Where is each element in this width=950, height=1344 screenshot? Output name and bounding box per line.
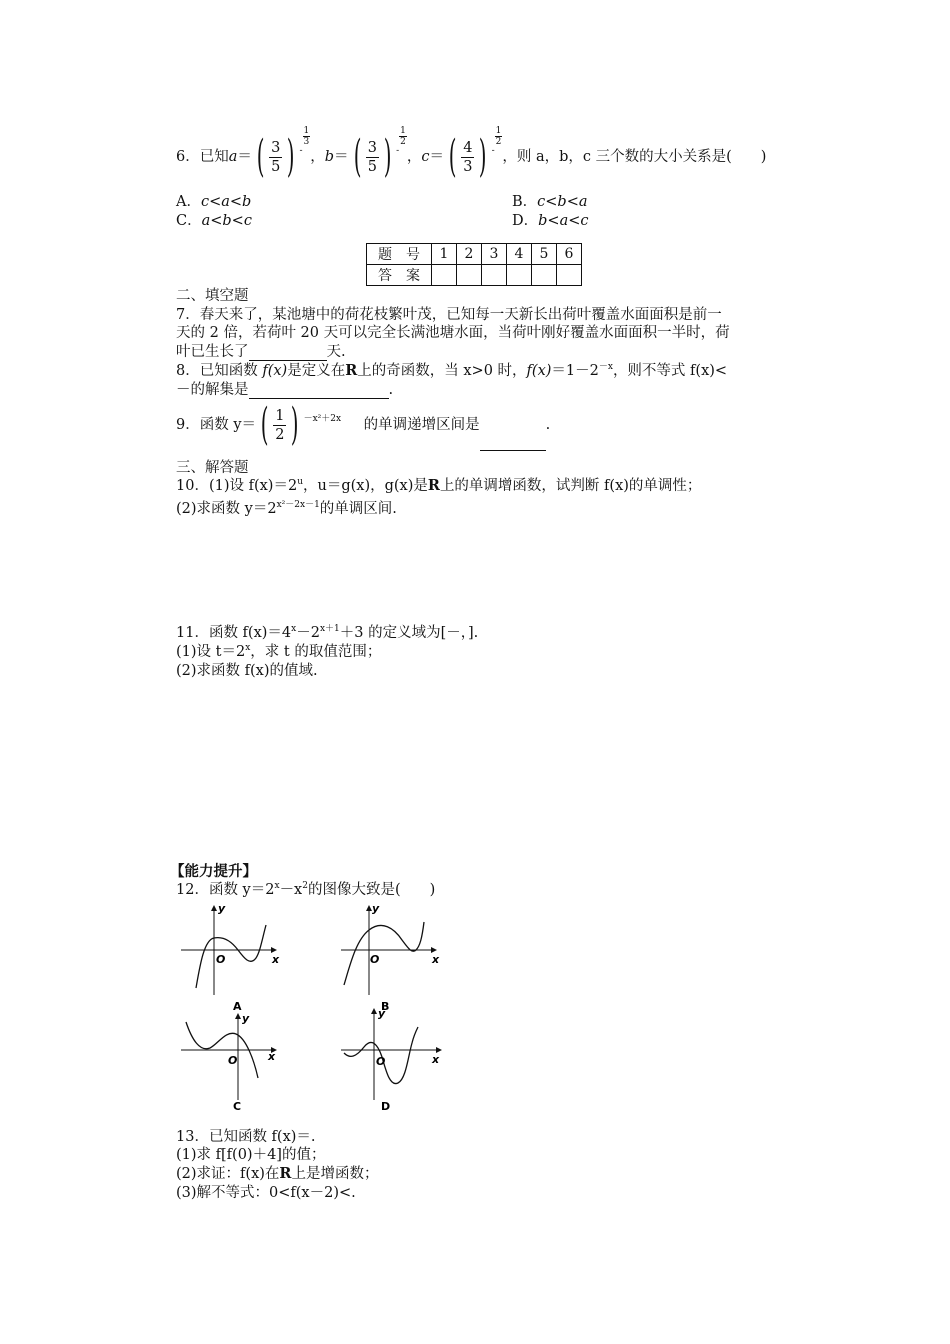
q13-line4: (3)解不等式：0<f(x－2)<. — [176, 1185, 356, 1201]
q7-line1: 7．春天来了，某池塘中的荷花枝繁叶茂，已知每一天新长出荷叶覆盖水面面积是前一 — [176, 307, 722, 323]
q6-tail: ，则 a，b，c 三个数的大小关系是( ) — [502, 149, 767, 165]
graph-b-y-label: y — [372, 902, 380, 915]
answer-table-num: 1 — [432, 244, 457, 265]
q9-frac-den: 2 — [275, 426, 285, 443]
section-solve: 三、解答题 — [176, 460, 249, 476]
q6-option-d-text: b<a<c — [538, 213, 589, 229]
q6-number: 6． — [176, 149, 200, 165]
graph-b-x-label: x — [432, 953, 440, 966]
q9-rparen: ) — [291, 399, 299, 450]
q6-comma-2: ， — [406, 149, 422, 165]
q13-line2: (1)求 f[f(0)＋4]的值； — [176, 1147, 326, 1163]
q6-b-lparen: ( — [353, 131, 361, 182]
q11-exp1: x — [291, 624, 297, 634]
q7-line2: 天的 2 倍，若荷叶 20 天可以完全长满池塘水面，当荷叶刚好覆盖水面面积一半时，荷 — [176, 325, 730, 341]
q6-eq-b: ＝ — [334, 149, 349, 165]
answer-cell[interactable] — [457, 265, 482, 286]
q12-exp2: 2 — [302, 881, 308, 891]
q13-r-set: R — [279, 1165, 292, 1182]
q6-c-frac — [461, 139, 474, 176]
q6-b-den: 5 — [367, 158, 377, 175]
q8-text-a: 8．已知函数 — [176, 363, 263, 379]
q6-b-exp-sign: - — [396, 146, 400, 156]
graph-d[interactable] — [336, 1005, 451, 1115]
q10-r-set: R — [427, 477, 440, 494]
graph-b[interactable] — [336, 900, 446, 1020]
graph-d-x-label: x — [432, 1053, 440, 1066]
q6-option-b — [512, 190, 588, 211]
q6-c-var: c — [421, 149, 430, 165]
q9-frac — [273, 407, 286, 444]
q9-exp: －x²＋2x — [303, 414, 342, 424]
q6-pre: 已知 — [199, 149, 229, 165]
q11-text-c: ＋3 的定义域为[－，]. — [339, 625, 479, 641]
q6-a-frac — [269, 139, 282, 176]
q6-a-exp-sign: - — [299, 146, 303, 156]
q6-b-exp-num: 1 — [400, 126, 406, 136]
q6-b-exp-frac — [399, 126, 407, 147]
q13-line3-b: 上是增函数； — [291, 1166, 379, 1182]
q9-lparen: ( — [260, 399, 269, 450]
answer-cell[interactable] — [532, 265, 557, 286]
q6-b-exp — [396, 126, 407, 176]
graph-c-x-label: x — [268, 1050, 276, 1063]
q11-line2-a: (1)设 t＝2 — [176, 644, 246, 660]
q6-option-d — [512, 209, 589, 230]
q9-post: . — [545, 417, 551, 433]
graph-b-curve — [344, 922, 424, 985]
graph-d-y-label: y — [378, 1007, 386, 1020]
graph-a-y-label: y — [218, 902, 226, 915]
q11-exp3: x — [245, 643, 251, 653]
q12-text-c: 的图像大致是( ) — [307, 882, 436, 898]
q8-fx: f(x) — [262, 363, 288, 379]
q12-line — [176, 878, 435, 899]
q10-text-b: ，u＝g(x)，g(x)是 — [302, 478, 428, 494]
answer-table — [366, 243, 582, 286]
answer-table-num: 3 — [482, 244, 507, 265]
q8-line2-pre: －的解集是 — [176, 382, 249, 398]
graph-a-curve — [196, 925, 266, 988]
q6-a-exp-num: 1 — [303, 126, 310, 136]
q6-c-exp-frac — [495, 126, 503, 147]
q6-b-num: 3 — [367, 139, 377, 156]
q8-text-d: ＝1－2 — [551, 363, 599, 379]
graph-c-label: C — [233, 1100, 242, 1113]
q6-option-d-letter: D． — [512, 213, 539, 229]
q6-c-exp-den: 2 — [495, 137, 502, 147]
q11-line2 — [176, 640, 381, 661]
answer-table-num: 2 — [457, 244, 482, 265]
q6-b-rparen: ) — [383, 131, 392, 182]
graph-b-label: B — [381, 1000, 390, 1013]
q8-text-c: 上的奇函数，当 x>0 时， — [357, 363, 527, 379]
q6-eq-a: ＝ — [237, 149, 252, 165]
q6-a-lparen: ( — [256, 131, 265, 182]
q11-line2-b: ，求 t 的取值范围； — [250, 644, 382, 660]
q6-c-exp — [492, 126, 503, 176]
q11-exp2: x＋1 — [319, 624, 340, 634]
graph-d-label: D — [381, 1100, 391, 1113]
graph-d-origin: O — [376, 1055, 386, 1068]
q6-c-lparen: ( — [448, 131, 457, 182]
q8-fx-2: f(x) — [526, 363, 552, 379]
answer-table-label-answer: 答 案 — [367, 265, 432, 286]
q8-exp: －x — [598, 362, 613, 372]
q9-answer-blank[interactable] — [480, 400, 546, 451]
q6-a-var: a — [228, 149, 238, 165]
q11-text-a: 11．函数 f(x)＝4 — [176, 625, 292, 641]
q10-line1 — [176, 474, 701, 495]
answer-table-header-row — [367, 244, 582, 265]
q6-c-num: 4 — [463, 139, 473, 156]
q6-a-exp-den: 3 — [303, 137, 310, 147]
q6-option-a — [176, 190, 251, 211]
graph-a[interactable] — [176, 900, 286, 1020]
q7-line3-post: 天. — [326, 344, 346, 360]
q11-text-b: －2 — [296, 625, 320, 641]
q10-text-c: 上的单调增函数，试判断 f(x)的单调性； — [439, 478, 702, 494]
q10-exp-u: u — [297, 477, 303, 487]
q6-b-frac — [366, 139, 379, 176]
answer-cell[interactable] — [432, 265, 457, 286]
q6-c-den: 3 — [463, 158, 473, 175]
q7-line3-pre: 叶已生长了 — [176, 344, 249, 360]
q12-exp1: x — [274, 881, 280, 891]
q6-a-exp — [299, 126, 310, 176]
q11-line1 — [176, 621, 478, 642]
q12-text-a: 12．函数 y＝2 — [176, 882, 275, 898]
answer-table-label-number: 题 号 — [367, 244, 432, 265]
q6-option-c-text: a<b<c — [201, 213, 252, 229]
q10-line2-a: (2)求函数 y＝2 — [176, 501, 277, 517]
graph-a-label: A — [233, 1000, 242, 1013]
q10-line2-b: 的单调区间. — [319, 501, 397, 517]
section-ability: 【能力提升】 — [170, 863, 257, 880]
graph-c[interactable] — [176, 1010, 286, 1115]
answer-cell[interactable] — [482, 265, 507, 286]
answer-cell[interactable] — [557, 265, 582, 286]
section-fill-in: 二、填空题 — [176, 288, 249, 304]
graph-c-origin: O — [228, 1054, 238, 1067]
q6-option-b-letter: B． — [512, 194, 538, 210]
q6-a-exp-frac — [303, 126, 311, 147]
q8-line1 — [176, 359, 727, 380]
q6-a-rparen: ) — [287, 131, 295, 182]
q10-exp2: x²－2x－1 — [276, 500, 320, 510]
q6-option-a-letter: A． — [176, 194, 201, 210]
q6-a-num: 3 — [271, 139, 281, 156]
q6-option-c — [176, 209, 252, 230]
graph-a-origin: O — [216, 953, 226, 966]
q11-line3: (2)求函数 f(x)的值域. — [176, 663, 318, 679]
q6-comma-1: ， — [310, 149, 325, 165]
q6-c-exp-sign: - — [491, 146, 495, 156]
q10-text-a: 10．(1)设 f(x)＝2 — [176, 478, 298, 494]
q6-c-exp-num: 1 — [495, 126, 502, 136]
q6-a-den: 5 — [271, 158, 281, 175]
q8-line2-post: . — [388, 382, 394, 398]
q8-text-e: ，则不等式 f(x)< — [612, 363, 728, 379]
q6-option-b-text: c<b<a — [537, 194, 588, 210]
q13-line3 — [176, 1162, 378, 1183]
q13-line1: 13．已知函数 f(x)＝. — [176, 1129, 316, 1145]
q12-text-b: －x — [279, 882, 303, 898]
q6-c-rparen: ) — [479, 131, 487, 182]
q8-text-b: 是定义在 — [287, 363, 346, 379]
graph-c-y-label: y — [242, 1012, 250, 1025]
q6-b-exp-den: 2 — [400, 137, 406, 147]
q9-frac-num: 1 — [275, 407, 285, 424]
graph-a-x-label: x — [272, 953, 280, 966]
q9-post-pre: 的单调递增区间是 — [363, 417, 480, 433]
q9-line — [176, 400, 550, 450]
q10-line2 — [176, 497, 397, 518]
answer-table-num: 6 — [557, 244, 582, 265]
q6-b-var: b — [324, 149, 335, 165]
q6-eq-c: ＝ — [429, 149, 445, 165]
graph-b-origin: O — [370, 953, 380, 966]
q8-r-set: R — [345, 362, 358, 379]
q9-pre: 9．函数 y＝ — [176, 417, 257, 433]
q6-option-c-letter: C． — [176, 213, 202, 229]
q7-line3 — [176, 340, 346, 361]
q6-option-a-text: c<a<b — [200, 194, 252, 210]
answer-table-wrapper — [366, 243, 582, 286]
q6-line — [176, 126, 767, 182]
answer-table-num: 5 — [532, 244, 557, 265]
answer-table-answer-row — [367, 265, 582, 286]
q13-line3-a: (2)求证：f(x)在 — [176, 1166, 280, 1182]
answer-cell[interactable] — [507, 265, 532, 286]
answer-table-num: 4 — [507, 244, 532, 265]
